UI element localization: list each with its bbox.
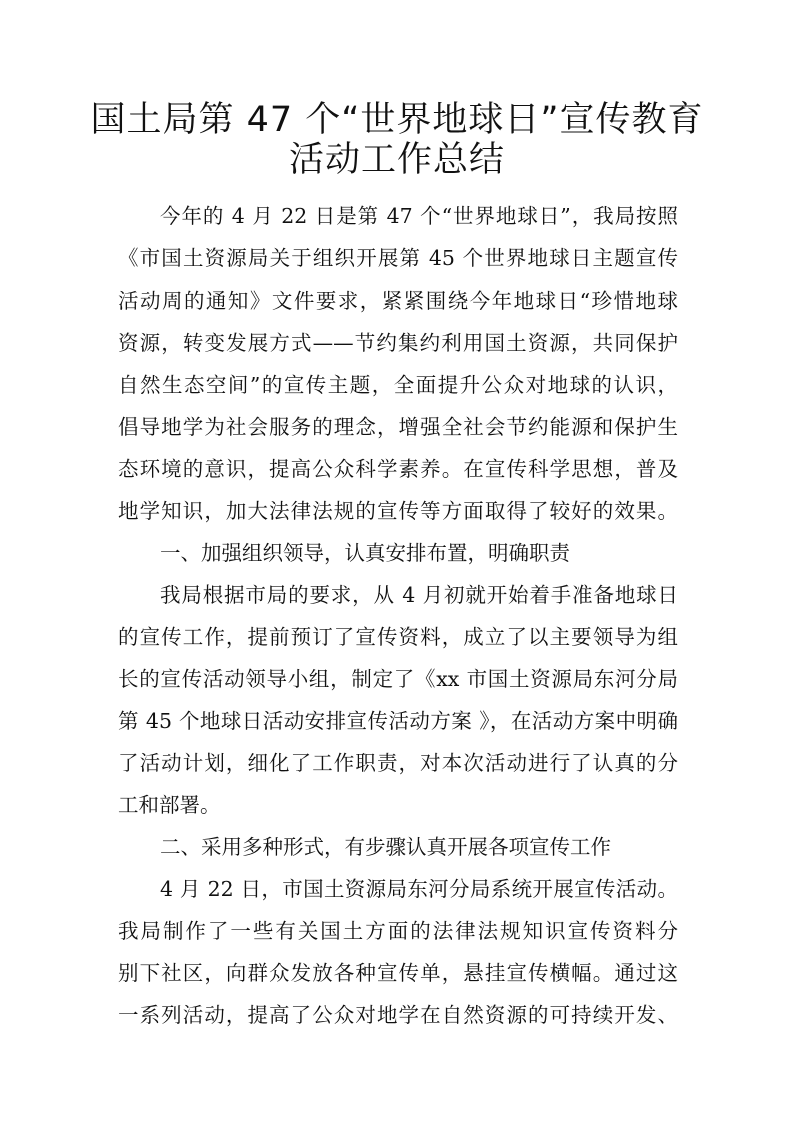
body-text-line: 活动周的通知》文件要求，紧紧围绕今年地球日“珍惜地球 [118, 289, 678, 313]
body-text-line: 长的宣传活动领导小组，制定了《xx 市国土资源局东河分局 [118, 667, 678, 691]
document-title-line-2: 活动工作总结 [288, 140, 505, 180]
body-text-line: 我局根据市局的要求，从 4 月初就开始着手准备地球日 [160, 583, 678, 607]
body-text-line: 的宣传工作，提前预订了宣传资料，成立了以主要领导为组 [118, 625, 678, 649]
body-text-line: 自然生态空间”的宣传主题，全面提升公众对地球的认识， [118, 373, 678, 397]
body-text-line: 4 月 22 日，市国土资源局东河分局系统开展宣传活动。 [160, 877, 678, 901]
body-text-line: 别下社区，向群众发放各种宣传单，悬挂宣传横幅。通过这 [118, 961, 678, 985]
body-text-line: 我局制作了一些有关国土方面的法律法规知识宣传资料分 [118, 919, 678, 943]
body-text-line: 《市国土资源局关于组织开展第 45 个世界地球日主题宣传 [118, 246, 678, 270]
body-text-line: 今年的 4 月 22 日是第 47 个“世界地球日”，我局按照 [160, 204, 678, 228]
body-text-line: 了活动计划，细化了工作职责，对本次活动进行了认真的分 [118, 751, 678, 775]
body-text-line: 倡导地学为社会服务的理念，增强全社会节约能源和保护生 [118, 415, 678, 439]
section-heading-2: 二、采用多种形式，有步骤认真开展各项宣传工作 [160, 835, 611, 859]
section-heading-1: 一、加强组织领导，认真安排布置，明确职责 [160, 541, 570, 565]
body-text-line: 态环境的意识，提高公众科学素养。在宣传科学思想，普及 [118, 457, 678, 481]
body-text-line: 地学知识，加大法律法规的宣传等方面取得了较好的效果。 [118, 499, 678, 523]
body-text-line: 第 45 个地球日活动安排宣传活动方案 》，在活动方案中明确 [118, 709, 678, 733]
document-title-line-1: 国土局第 47 个“世界地球日”宣传教育 [90, 100, 704, 140]
body-text-line: 一系列活动，提高了公众对地学在自然资源的可持续开发、 [118, 1003, 678, 1027]
body-text-line: 资源，转变发展方式——节约集约利用国土资源，共同保护 [118, 331, 678, 355]
body-text-line: 工和部署。 [118, 793, 221, 817]
